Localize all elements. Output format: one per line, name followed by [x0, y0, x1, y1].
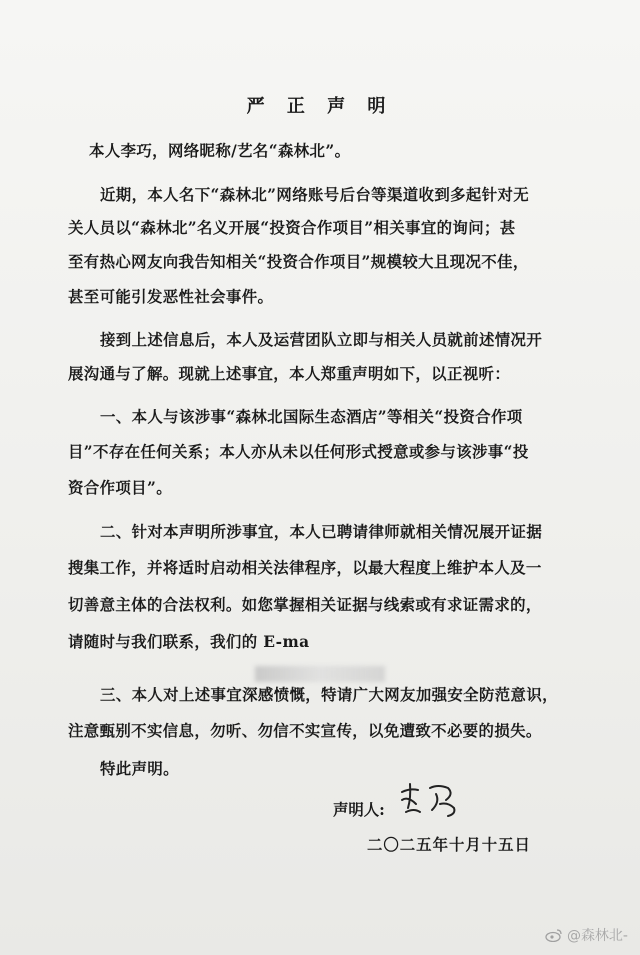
text-line: 二、针对本声明所涉事宜，本人已聘请律师就相关情况展开证据 — [100, 523, 543, 541]
text-line: 特此声明。 — [100, 760, 179, 778]
watermark-text: @森林北- — [566, 928, 628, 944]
text-line: 至有热心网友向我告知相关“投资合作项目”规模较大且现况不佳， — [68, 253, 529, 271]
text-line: 请随时与我们联系，我们的 E-ma — [68, 633, 310, 651]
handwritten-signature — [396, 778, 466, 818]
text-line: 搜集工作，并将适时启动相关法律程序，以最大程度上维护本人及一 — [68, 559, 542, 577]
signature-date: 二〇二五年十月十五日 — [367, 836, 531, 854]
redacted-email-blur — [255, 666, 385, 682]
text-line: 接到上述信息后，本人及运营团队立即与相关人员就前述情况开 — [100, 331, 543, 349]
text-line: 本人李巧，网络昵称/艺名“森林北”。 — [89, 142, 351, 160]
text-line: 切善意主体的合法权利。如您掌握相关证据与线索或有求证需求的， — [68, 596, 542, 614]
document-title: 严 正 声 明 — [246, 96, 394, 117]
text-line: 甚至可能引发恶性社会事件。 — [68, 288, 274, 306]
text-line: 目”不存在任何关系；本人亦从未以任何形式授意或参与该涉事“投 — [68, 443, 529, 461]
text-line: 展沟通与了解。现就上述事宜，本人郑重声明如下，以正视听： — [68, 365, 511, 383]
weibo-watermark — [545, 925, 628, 945]
signature-label: 声明人: — [333, 801, 385, 819]
text-line: 注意甄别不实信息，勿听、勿信不实宣传，以免遭致不必要的损失。 — [68, 722, 542, 740]
text-line: 三、本人对上述事宜深感愤慨，特请广大网友加强安全防范意识， — [100, 686, 558, 704]
text-line: 一、本人与该涉事“森林北国际生态酒店”等相关“投资合作项 — [100, 408, 523, 426]
weibo-icon — [545, 928, 563, 942]
text-line: 关人员以“森林北”名义开展“投资合作项目”相关事宜的询问；甚 — [68, 219, 516, 237]
text-line: 资合作项目”。 — [68, 479, 172, 497]
text-line: 近期，本人名下“森林北”网络账号后台等渠道收到多起针对无 — [100, 186, 530, 204]
